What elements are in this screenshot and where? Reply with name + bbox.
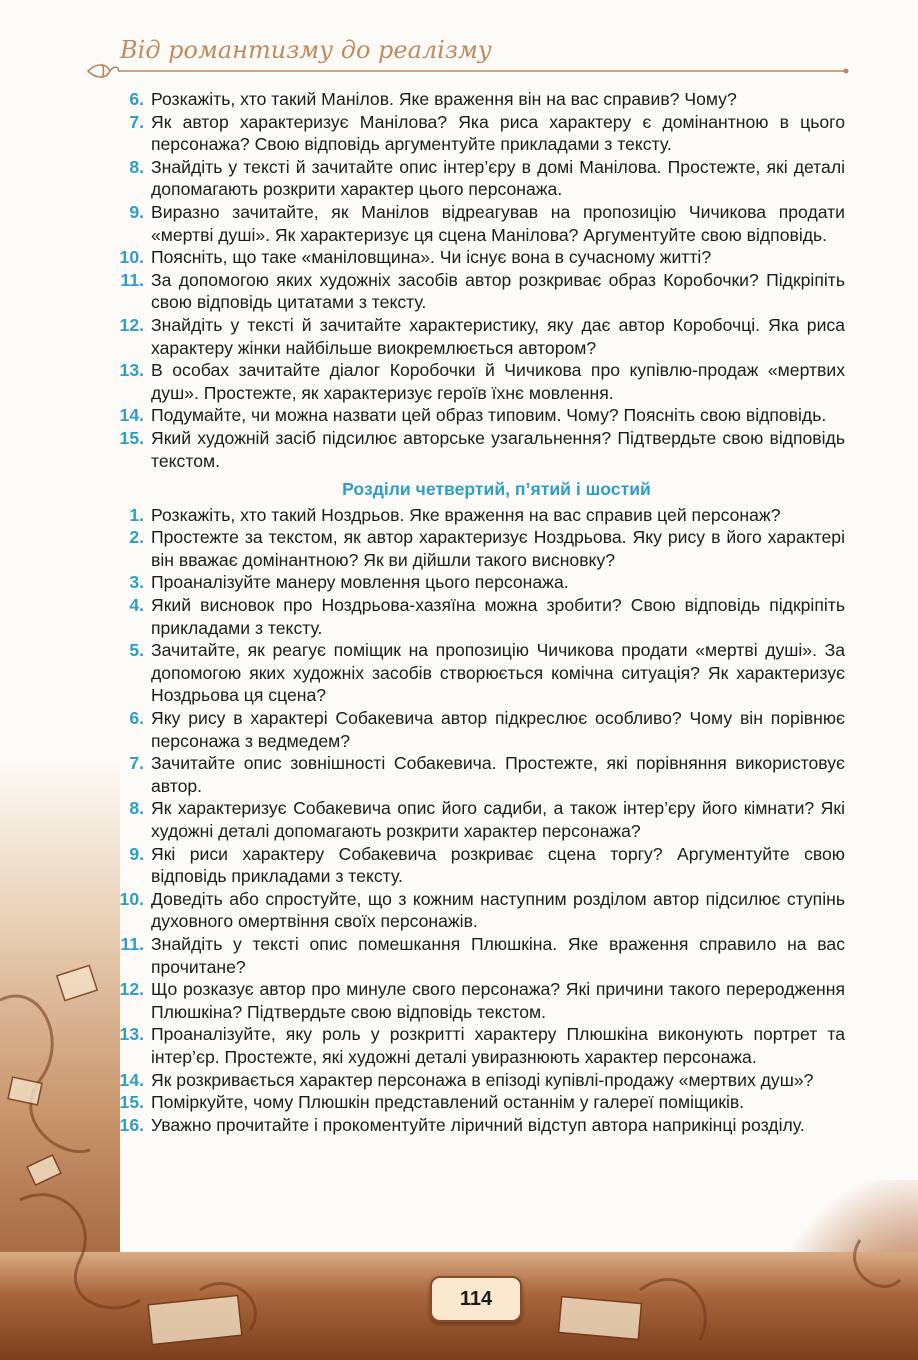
item-text: Який висновок про Ноздрьова-хазяїна можна зробити? Свою відповідь підкріпіть прикладами з тексту. (151, 595, 845, 638)
item-number: 8. (129, 798, 144, 819)
item-text: Поясніть, що таке «маніловщина». Чи існує вона в сучасному житті? (151, 247, 712, 268)
running-header: Від романтизму до реалізму (120, 36, 492, 64)
header-ornament-rule (0, 62, 918, 82)
item-number: 3. (129, 572, 144, 593)
item-text: Що розказує автор про минуле свого персонажа? Які причини такого переродження Плюшкіна? Підтвердьте свою відповідь текстом. (151, 979, 845, 1022)
item-number: 16. (119, 1114, 144, 1135)
item-text: Проаналізуйте, яку роль у розкритті характеру Плюшкіна виконують портрет та інтер’єр. Простежте, які художні деталі увиразнюють характер персонажа. (151, 1024, 845, 1067)
item-text: Який художній засіб підсилює авторське узагальнення? Підтвердьте свою відповідь текстом. (151, 427, 845, 471)
list-item (108, 111, 845, 156)
item-text: За допомогою яких художніх засобів автор розкриває образ Коробочки? Підкріпіть свою відповідь цитатами з тексту. (151, 269, 845, 313)
list-item (108, 269, 845, 314)
item-text: Які риси характеру Собакевича розкриває сцена торгу? Аргументуйте свою відповідь прикладами з тексту. (151, 843, 845, 887)
list-item (108, 843, 845, 888)
list-item (108, 359, 845, 404)
item-text: Уважно прочитайте і прокоментуйте ліричний відступ автора наприкінці розділу. (151, 1114, 805, 1135)
item-number: 13. (119, 1024, 144, 1045)
item-text: Виразно зачитайте, як Манілов відреагував на пропозицію Чичикова продати «мертві душі». Як характеризує ця сцена Манілова? Аргументуйте свою відповідь. (151, 201, 845, 245)
list-item (108, 1069, 845, 1092)
list-item (108, 1023, 845, 1068)
list-item (108, 933, 845, 978)
list-item (108, 201, 845, 246)
item-number: 10. (119, 247, 144, 268)
item-text: Зачитайте опис зовнішності Собакевича. Простежте, які порівняння використовує автор. (151, 753, 845, 796)
item-number: 6. (129, 708, 144, 729)
list-item (108, 246, 845, 269)
list-item (108, 314, 845, 359)
item-text: Як розкривається характер персонажа в епізоді купівлі-продажу «мертвих душ»? (151, 1069, 814, 1090)
item-text: Доведіть або спростуйте, що з кожним наступним розділом автор підсилює ступінь духовного омертвіння своїх персонажів. (151, 888, 845, 932)
list-item (108, 752, 845, 797)
list-item (108, 639, 845, 707)
item-text: Простежте за текстом, як автор характеризує Ноздрьова. Яку рису в його характері він вважає домінантною? Як ви дійшли такого висновку? (151, 527, 845, 570)
list-item (108, 504, 845, 527)
item-number: 12. (119, 979, 144, 1000)
item-text: Розкажіть, хто такий Ноздрьов. Яке враження на вас справив цей персонаж? (151, 504, 781, 525)
item-number: 1. (129, 504, 144, 525)
item-text: Як автор характеризує Манілова? Яка риса характеру є домінантною в цього персонажа? Свою відповідь аргументуйте прикладами з тексту. (151, 111, 845, 155)
item-number: 12. (119, 314, 144, 335)
page-number: 114 (430, 1276, 522, 1322)
item-number: 15. (119, 427, 144, 448)
section-title: Розділи четвертий, п’ятий і шостий (342, 479, 651, 500)
item-text: Знайдіть у тексті й зачитайте характеристику, яку дає автор Коробочці. Яка риса характеру жінки найбільше виокремлюється автором? (151, 314, 845, 358)
item-number: 13. (119, 360, 144, 381)
list-item (108, 1114, 845, 1137)
item-number: 14. (119, 1069, 144, 1090)
list-item (108, 156, 845, 201)
list-item (108, 526, 845, 571)
item-number: 5. (129, 640, 144, 661)
item-number: 10. (119, 888, 144, 909)
item-number: 9. (129, 843, 144, 864)
questions-content (108, 88, 845, 1136)
item-text: Подумайте, чи можна назвати цей образ типовим. Чому? Поясніть свою відповідь. (151, 405, 827, 426)
item-number: 11. (120, 269, 144, 290)
list-item (108, 404, 845, 427)
item-number: 14. (119, 405, 144, 426)
item-number: 15. (119, 1092, 144, 1113)
item-number: 8. (129, 156, 144, 177)
question-list-chapters-4-6 (108, 504, 845, 1137)
item-number: 4. (129, 595, 144, 616)
list-item (108, 707, 845, 752)
item-number: 2. (129, 527, 144, 548)
item-number: 11. (120, 933, 144, 954)
item-text: Поміркуйте, чому Плюшкін представлений останнім у галереї поміщиків. (151, 1092, 745, 1113)
item-text: В особах зачитайте діалог Коробочки й Чичикова про купівлю-продаж «мертвих душ». Простежте, як характеризує героїв їхнє мовлення. (151, 360, 845, 403)
item-number: 7. (129, 753, 144, 774)
list-item (108, 88, 845, 111)
list-item (108, 1091, 845, 1114)
list-item (108, 978, 845, 1023)
item-text: Яку рису в характері Собакевича автор підкреслює особливо? Чому він порівнює персонажа з ведмедем? (151, 708, 845, 751)
list-item (108, 594, 845, 639)
item-number: 7. (129, 111, 144, 132)
item-text: Знайдіть у тексті й зачитайте опис інтер’єру в домі Манілова. Простежте, які деталі допомагають розкрити характер цього персонажа. (151, 156, 845, 200)
list-item (108, 427, 845, 472)
item-number: 9. (129, 201, 144, 222)
item-number: 6. (129, 89, 144, 109)
item-text: Як характеризує Собакевича опис його садиби, а також інтер’єру його кімнати? Які художні деталі допомагають розкрити характер персонажа? (151, 798, 845, 841)
item-text: Зачитайте, як реагує поміщик на пропозицію Чичикова продати «мертві душі». За допомогою яких художніх засобів створюється комічна ситуація? Як характеризує Ноздрьова ця сцена? (151, 640, 845, 706)
item-text: Розкажіть, хто такий Манілов. Яке враження він на вас справив? Чому? (151, 89, 737, 109)
question-list-chapters-prev (108, 88, 845, 472)
list-item (108, 888, 845, 933)
item-text: Проаналізуйте манеру мовлення цього персонажа. (151, 572, 569, 593)
list-item (108, 571, 845, 594)
item-text: Знайдіть у тексті опис помешкання Плюшкіна. Яке враження справило на вас прочитане? (151, 933, 845, 977)
list-item (108, 797, 845, 842)
